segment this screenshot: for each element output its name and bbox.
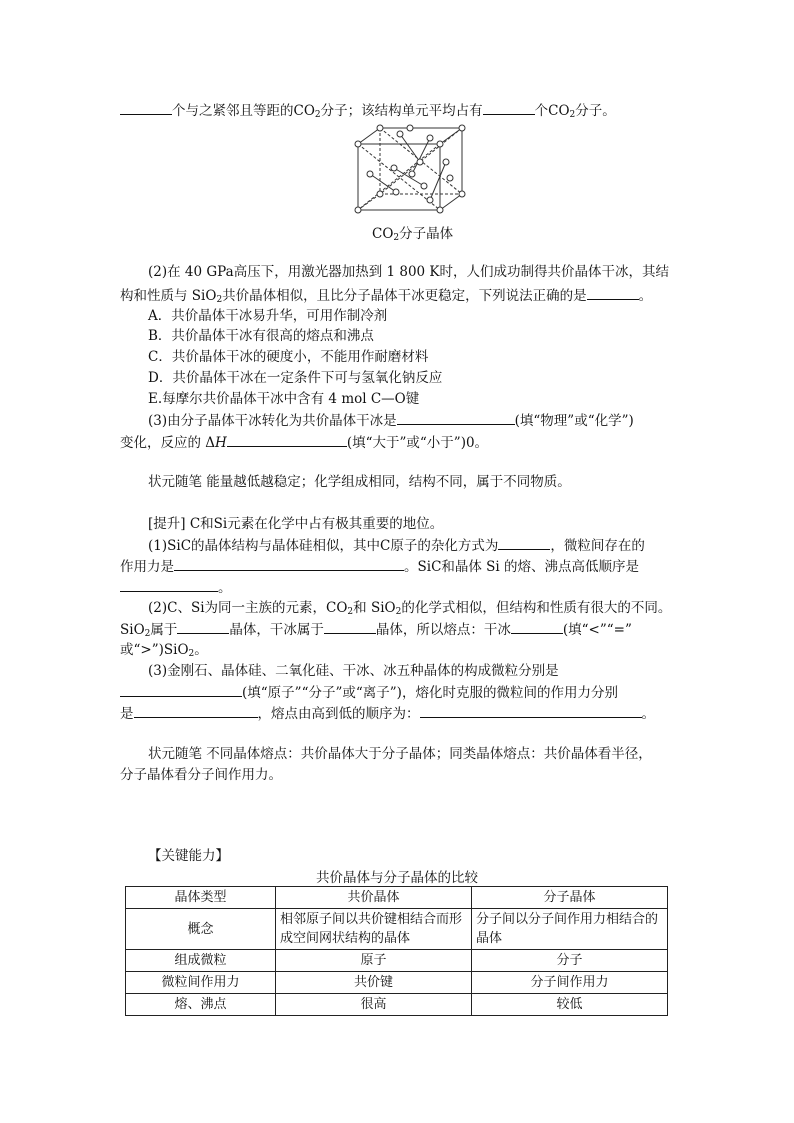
study-note-2-line-1: 状元随笔 不同晶体熔点：共价晶体大于分子晶体；同类晶体熔点：共价晶体看半径， bbox=[148, 746, 652, 762]
table-cell: 分子 bbox=[472, 950, 668, 972]
table-cell: 分子间作用力 bbox=[472, 972, 668, 994]
answer-blank bbox=[420, 703, 642, 718]
answer-blank bbox=[134, 703, 258, 718]
answer-blank bbox=[174, 556, 404, 571]
answer-blank bbox=[397, 410, 515, 425]
answer-blank bbox=[324, 619, 376, 634]
q2-line-2: 构和性质与 SiO$_2$共价晶体相似，且比分子晶体干冰更稳定，下列说法正确的是 。 bbox=[120, 285, 652, 310]
answer-blank bbox=[227, 432, 347, 447]
table-cell: 微粒间作用力 bbox=[126, 972, 276, 994]
header-cell: 分子晶体 bbox=[472, 887, 668, 909]
table-cell: 组成微粒 bbox=[126, 950, 276, 972]
option-e: E.每摩尔共价晶体干冰中含有 4 mol C—O键 bbox=[148, 391, 420, 407]
table-cell: 共价键 bbox=[276, 972, 472, 994]
table-cell: 熔、沸点 bbox=[126, 994, 276, 1016]
tisheng-head: [提升] C和Si元素在化学中占有极其重要的地位。 bbox=[148, 516, 444, 532]
tisheng-p1-line-2: 作用力是 。SiC和晶体 Si 的熔、沸点高低顺序是 bbox=[120, 556, 639, 577]
table-header-row bbox=[126, 887, 668, 909]
table-row bbox=[126, 972, 668, 994]
tisheng-p3-line-1: (3)金刚石、晶体硅、二氧化硅、干冰、冰五种晶体的构成微粒分别是 bbox=[148, 663, 559, 679]
option-a: A．共价晶体干冰易升华，可用作制冷剂 bbox=[148, 308, 388, 324]
study-note-2-line-2: 分子晶体看分子间作用力。 bbox=[120, 767, 282, 783]
table-row bbox=[126, 950, 668, 972]
tisheng-p2-line-2: SiO$_2$属于 晶体，干冰属于 晶体，所以熔点：干冰 (填“<”“=” bbox=[120, 619, 632, 644]
answer-blank bbox=[498, 535, 550, 550]
table-cell: 分子间以分子间作用力相结合的晶体 bbox=[472, 909, 668, 950]
answer-blank bbox=[120, 577, 218, 592]
option-d: D．共价晶体干冰在一定条件下可与氢氧化钠反应 bbox=[148, 370, 443, 386]
tisheng-p3-line-2: (填“原子”“分子”或“离子”)，熔化时克服的微粒间的作用力分别 bbox=[120, 682, 618, 703]
table-cell: 很高 bbox=[276, 994, 472, 1016]
tisheng-p1-line-1: (1)SiC的晶体结构与晶体硅相似，其中C原子的杂化方式为 ，微粒间存在的 bbox=[148, 535, 645, 556]
header-cell: 共价晶体 bbox=[276, 887, 472, 909]
answer-blank bbox=[587, 285, 639, 300]
answer-blank bbox=[483, 100, 535, 115]
answer-blank bbox=[120, 682, 242, 697]
co2-crystal-figure bbox=[350, 122, 470, 217]
answer-blank bbox=[120, 100, 172, 115]
header-cell: 晶体类型 bbox=[126, 887, 276, 909]
q3-line-2: 变化，反应的 ΔH (填“大于”或“小于”)0。 bbox=[120, 432, 488, 453]
table-cell: 原子 bbox=[276, 950, 472, 972]
table-cell: 较低 bbox=[472, 994, 668, 1016]
table-row bbox=[126, 994, 668, 1016]
tisheng-p2-line-1: (2)C、Si为同一主族的元素，$CO_2$和 SiO$_2$的化学式相似，但结构和性质有很大的不同。 bbox=[148, 600, 672, 617]
comparison-table bbox=[125, 886, 668, 1016]
question-line-1: 个与之紧邻且等距的$CO_2$分子；该结构单元平均占有 个$CO_2$分子。 bbox=[120, 100, 616, 125]
option-b: B．共价晶体干冰有很高的熔点和沸点 bbox=[148, 328, 374, 344]
key-ability-heading: 【关键能力】 bbox=[148, 848, 229, 864]
study-note-1: 状元随笔 能量越低越稳定；化学组成相同，结构不同，属于不同物质。 bbox=[148, 474, 571, 490]
q2-line-1: (2)在 40 GPa高压下，用激光器加热到 1 800 K时，人们成功制得共价晶体干冰，其结 bbox=[148, 264, 670, 280]
tisheng-p2-line-3: 或“>”)SiO$_2$。 bbox=[120, 642, 208, 659]
table-caption: 共价晶体与分子晶体的比较 bbox=[316, 870, 478, 886]
table-cell: 概念 bbox=[126, 909, 276, 950]
tisheng-p3-line-3: 是 ，熔点由高到低的顺序为： 。 bbox=[120, 703, 655, 724]
table-row bbox=[126, 909, 668, 950]
q3-line-1: (3)由分子晶体干冰转化为共价晶体干冰是 (填“物理”或“化学”) bbox=[148, 410, 634, 431]
answer-blank bbox=[177, 619, 229, 634]
table-cell: 相邻原子间以共价键相结合而形成空间网状结构的晶体 bbox=[276, 909, 472, 950]
option-c: C．共价晶体干冰的硬度小，不能用作耐磨材料 bbox=[148, 349, 429, 365]
answer-blank bbox=[511, 619, 563, 634]
tisheng-p1-line-3: 。 bbox=[120, 577, 232, 598]
figure-caption: $CO_2$分子晶体 bbox=[372, 226, 454, 243]
